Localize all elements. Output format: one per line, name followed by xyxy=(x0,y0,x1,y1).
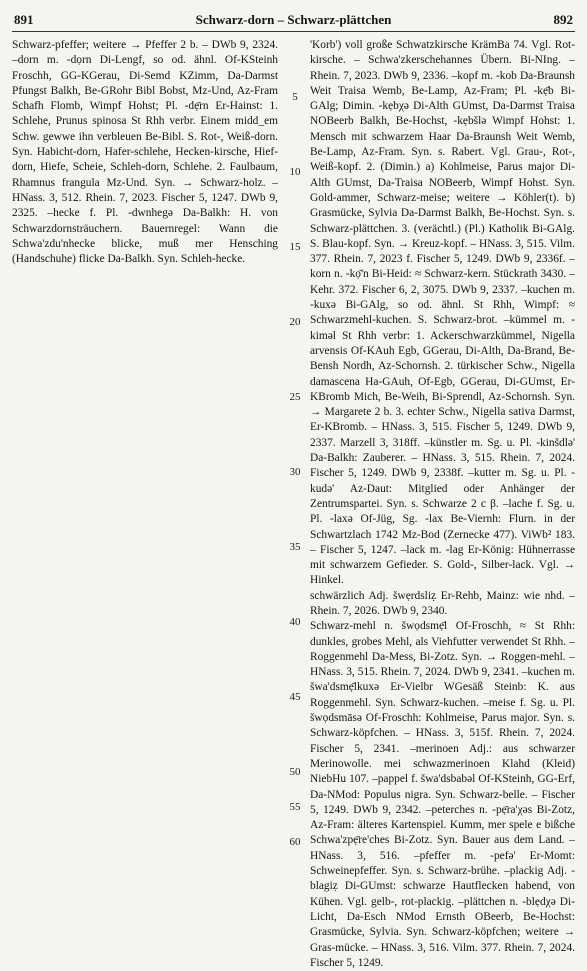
line-number: 50 xyxy=(289,766,301,778)
line-number: 40 xyxy=(289,616,301,628)
line-number: 55 xyxy=(289,801,301,813)
line-number: 60 xyxy=(289,836,301,848)
line-number: 45 xyxy=(289,691,301,703)
left-page-number: 891 xyxy=(14,12,34,27)
entry-schwaerzlich: schwärzlich Adj. šwẹrdsliẓ Er-Rehb, Mainz: wie nhd. – Rhein. 7, 2026. DWb 9, 2340. xyxy=(310,589,575,617)
line-number: 10 xyxy=(289,166,301,178)
right-column xyxy=(310,38,575,969)
line-number: 25 xyxy=(289,391,301,403)
entry-schwarz-kopf: 'Korb') voll große Schwatzkirsche KrämBa 74. Vgl. Rot-kirsche. – Schwa'zkerschehannes Übern. Bi-NIng. – Rhein. 7, 2023. DWb 9, 2336. –kopf m. -kob Da-Braunsh Weit Traisa Wemb, Be-Lamp, Az-Fram; Pl. -kẹ̄b Bi-GAlg; Dimin. -kẹbχə Di-Alth GUmst, Da-Darmst Traisa NOBeerb Balkh, Be-Hochst, -kẹbšlə Wimpf Hohst: 1. Mensch mit schwarzem Haar Da-Braunsh Weit Wemb, Be-Lamp, Az-Fram. Syn. s. Rabert. Vgl. Grau-, Rot-, Weiß-kopf. 2. (Dimin.) a) Kohlmeise, Parus major Di-Alth GUmst, Da-Traisa NOBeerb, Wimpf Hohst. Syn. Gold-ammer, Schwarz-meise; weitere → Köhler(t). b) Grasmücke, Sylvia Da-Darmst Balkh, Be-Hochst. Syn. s. Schwarz-plättchen. 3. (verächtl.) (Pl.) Katholik Bi-GAlg. S. Blau-kopf. Syn. → Kreuz-kopf. – HNass. 3, 515. Vilm. 377. Rhein. 7, 2023 f. Fischer 5, 1249. DWb 9, 2336f. –korn n. -kọ̄'n Bi-Heid: ≈ Schwarz-kern. Stückrath 3430. – Kehr. 372. Fischer 6, 2, 3075. DWb 9, 2337. –kuchen m. -kuxə Bi-GAlg, so od. ähnl. St Rhh, Wimpf: ≈ Schwarzmehl-kuchen. S. Schwarz-brot. –kümmel m. -kiməl St Rhh verbr: 1. Ackerschwarzkümmel, Nigella arvensis Of-KAuh Egb, GGerau, Di-Alth, Da-Brand, Be-Bensh Nordh, Az-Schornsh. 2. türkischer Schw., Nigella damascena Ha-GAuh, Of-Egb, GGerau, Di-GUmst, Er-KBromb Mich, Be-Weih, Bi-Sprendl, Az-Schornsh. Syn. → Margarete 2 b. 3. echter Schw., Nigella sativa Darmst, Er-KBromb. – HNass. 3, 515. Fischer 5, 1249. DWb 9, 2337. Marzell 3, 318ff. –künstler m. Sg. u. Pl. -kinšdlə' Da-Balkh: Zauberer. – HNass. 3, 515. Rhein. 7, 2024. Fischer 5, 1249. DWb 9, 2338f. –kutter m. Sg. u. Pl. -kudə' Az-Daut: Mitglied oder Anhänger der Zentrumspartei. Syn. s. Schwarze 2 c β. –lache f. Sg. u. Pl. -laxə Of-Jüg, Sg. -lax Be-Viernh: Flurn. in der Schwartzlach 1742 Mz-Bod (Zernecke 477). ViWb² 183. – Fischer 5, 1247. –lack m. -lag Er-König: Hühnerrasse mit schwarzem Gefieder. S. Gold-, Silber-lack. Vgl. → Hinkel. xyxy=(310,39,575,587)
line-number: 30 xyxy=(289,466,301,478)
line-number: 35 xyxy=(289,541,301,553)
header-rule xyxy=(12,31,575,32)
left-column xyxy=(12,38,278,850)
line-number: 5 xyxy=(292,91,298,103)
right-page-number: 892 xyxy=(553,12,573,27)
entry-schwarz-dorn: Schwarz-pfeffer; weitere → Pfeffer 2 b. – DWb 9, 2324. –dorn m. -dọrn Di-Lengf, so od. ähnl. Of-KSteinh Froschh, GG-KGerau, Di-Semd KZimm, Da-Darmst Pfungst Balkh, Be-GRohr Bibl Bobst, Mz-Und, Az-Fram Schafh Flomb, Wimpf Hohst; Pl. -dẹ̄rn Er-Hainst: 1. Schlehe, Prunus spinosa St Rhh verbr. Einem midd_em Schw. gewwe ihn verbleuen Be-Bibl. S. Rot-, Weiß-dorn. Syn. Habicht-dorn, Hafer-schlehe, Hecken-kirsche, Hief-dorn, Hiefe, Scheie, Schleh-dorn, Schlehe. 2. Faulbaum, Rhamnus frangula Mz-Und. Syn. → Schwarz-holz. – HNass. 3, 512. Rhein. 7, 2023. Fischer 5, 1247. DWb 9, 2325. –hecke f. Pl. -dwnhegə Da-Balkh: H. von Schwarzdornsträuchern. Bauernregel: Wann die Schwa'zdu'nhecke blicke, muß mer Hensching (Handschuhe) flicke Da-Balkh. Syn. Schleh-hecke. xyxy=(12,39,278,266)
line-number: 20 xyxy=(289,316,301,328)
running-head: Schwarz-dorn – Schwarz-plättchen xyxy=(195,12,392,27)
entry-schwarz-mehl: Schwarz-mehl n. šwọdsmẹ̄l Of-Froschh, ≈ St Rhh: dunkles, grobes Mehl, als Viehfutter verwendet St Rhh. – Roggenmehl Da-Mess, Bi-Zotz. Syn. → Roggen-mehl. – HNass. 3, 515. Rhein. 7, 2024. DWb 9, 2341. –kuchen m. šwa'dsmẹ̄lkuxə Er-Vielbr WGesäß Steinb: K. aus Roggenmehl. Syn. Schwarz-kuchen. –meise f. Sg. u. Pl. šwọdsmāsə Of-Froschh: Kohlmeise, Parus major. Syn. s. Schwarz-köpfchen. – HNass. 3, 515f. Rhein. 7, 2024. Fischer 5, 2341. –merinoen Adj.: aus schwarzer Merinowolle. mei schwazmerinoen Klahd (Kleid) NiebHu 107. –pappel f. šwa'dsbabəl Of-KSteinh, GG-Erf, Da-NMod: Populus nigra. Syn. Schwarz-belle. – Fischer 5, 1249. DWb 9, 2342. –peterches n. -pẹ̄ra'χəs Bi-Zotz, Az-Fram: älteres Kartenspiel. Kumm, mer spele e bißche Schwa'zpẹ̄re'ches Bi-Zotz. Syn. Bauer aus dem Land. – HNass. 3, 516. –pfeffer m. -pefə' Er-Momt: Schweinepfeffer. Syn. s. Schwarz-brühe. –plackig Adj. -blagiẓ Di-GUmst: schwarze Hautflecken habend, von Kühen. Vgl. gelb-, rot-plackig. –plättchen n. -blẹdχə Di-Licht, Da-Esch NMod Ernsth OBeerb, Be-Hochst: Grasmücke, Sylvia. Syn. Schwarz-köpfchen; weitere → Gras-mücke. – HNass. 3, 516. Vilm. 377. Rhein. 7, 2024. Fischer 5, 1249. xyxy=(310,620,575,969)
line-number: 15 xyxy=(289,241,301,253)
